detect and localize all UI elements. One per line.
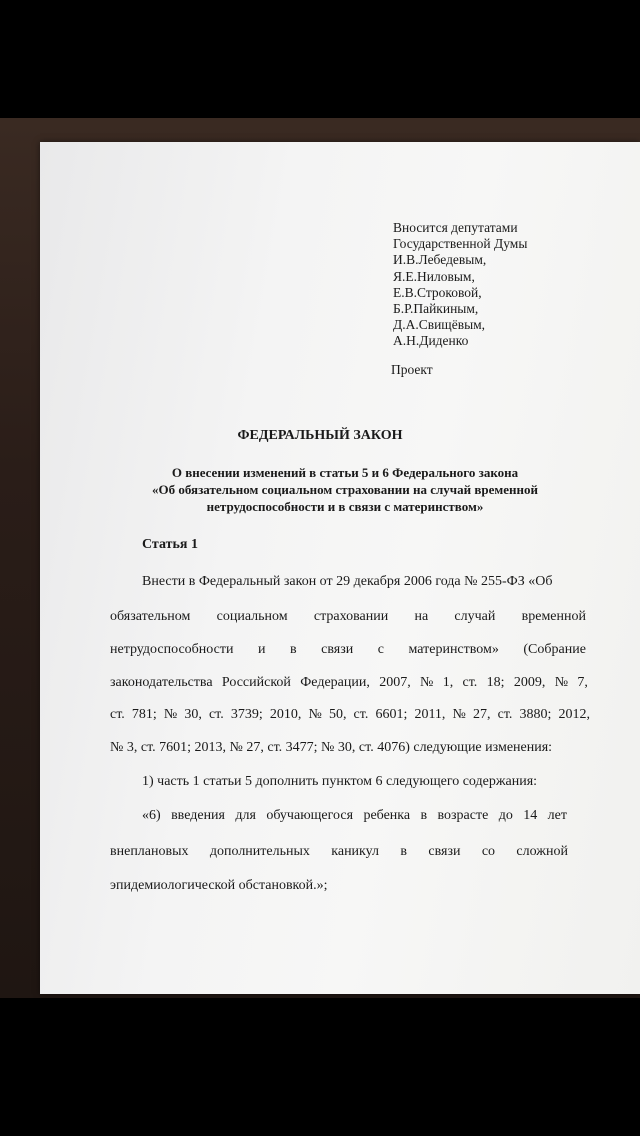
body-word: 18; xyxy=(486,675,505,690)
body-word: 2007, xyxy=(379,675,411,690)
body-word: сложной xyxy=(516,844,568,859)
body-word: материнством» xyxy=(408,642,499,657)
body-word: временной xyxy=(521,609,586,624)
article-heading: Статья 1 xyxy=(142,537,198,552)
body-word: № xyxy=(308,707,322,722)
body-word: введения xyxy=(171,808,225,823)
body-word: на xyxy=(414,609,429,624)
body-word: 1, xyxy=(442,675,454,690)
body-word: дополнительных xyxy=(209,844,310,859)
body-word: внеплановых xyxy=(110,844,189,859)
body-word: ст. xyxy=(497,707,513,722)
body-word: № xyxy=(420,675,434,690)
body-word: 3880; xyxy=(519,707,552,722)
body-word: 2010, xyxy=(269,707,302,722)
body-word: возрасте xyxy=(437,808,489,823)
body-word: 50, xyxy=(328,707,347,722)
body-word: с xyxy=(377,642,384,657)
law-subtitle xyxy=(110,464,580,515)
body-word: ст. xyxy=(353,707,369,722)
body-word: для xyxy=(235,808,256,823)
body-word: связи xyxy=(321,642,354,657)
body-line-9 xyxy=(110,844,568,860)
body-word: до xyxy=(498,808,513,823)
sponsors-block xyxy=(393,220,527,350)
body-word: № xyxy=(452,707,466,722)
document-page xyxy=(40,142,640,994)
body-line-8 xyxy=(142,808,567,824)
body-word: обязательном xyxy=(110,609,191,624)
body-word: связи xyxy=(428,844,461,859)
body-word: ребенка xyxy=(363,808,411,823)
body-word: 30, xyxy=(184,707,202,722)
project-label: Проект xyxy=(391,362,433,377)
body-line-5 xyxy=(110,707,590,723)
body-word: «6) xyxy=(142,808,161,823)
law-title: ФЕДЕРАЛЬНЫЙ ЗАКОН xyxy=(237,428,403,443)
body-word: 2011, xyxy=(414,707,446,722)
body-line-1: Внести в Федеральный закон от 29 декабря 2006 года № 255-ФЗ «Об xyxy=(142,574,553,589)
subtitle-line: О внесении изменений в статьи 5 и 6 Федерального закона xyxy=(171,465,519,480)
body-line-6: № 3, ст. 7601; 2013, № 27, ст. 3477; № 30, ст. 4076) следующие изменения: xyxy=(110,740,553,755)
body-word: 2009, xyxy=(513,675,546,690)
body-word: Федерации, xyxy=(300,675,370,690)
body-word: Российской xyxy=(221,675,291,690)
body-word: лет xyxy=(547,808,567,823)
body-word: каникул xyxy=(331,844,380,859)
body-word: со xyxy=(481,844,496,859)
body-line-2 xyxy=(110,609,586,625)
body-word: № xyxy=(554,675,569,690)
sponsor-line: Я.Е.Ниловым, xyxy=(393,268,475,284)
body-word: 27, xyxy=(473,707,491,722)
body-line-7: 1) часть 1 статьи 5 дополнить пунктом 6 следующего содержания: xyxy=(142,774,538,789)
body-word: 2012, xyxy=(558,707,590,722)
body-word: в xyxy=(420,808,428,823)
sponsor-line: И.В.Лебедевым, xyxy=(393,252,487,268)
body-word: (Собрание xyxy=(523,642,586,657)
subtitle-line: «Об обязательном социальном страховании на случай временной xyxy=(152,482,538,497)
subtitle-line: нетрудоспособности и в связи с материнством» xyxy=(206,499,484,514)
body-word: 7, xyxy=(577,675,588,690)
body-word: случай xyxy=(454,609,496,624)
body-line-10: эпидемиологической обстановкой.»; xyxy=(110,878,328,893)
sponsor-line: Е.В.Строковой, xyxy=(393,284,482,300)
body-word: ст. xyxy=(462,675,478,690)
body-word: ст. xyxy=(110,707,125,722)
body-word: нетрудоспособности xyxy=(110,642,234,657)
body-word: 14 xyxy=(523,808,538,823)
body-word: № xyxy=(163,707,178,722)
sponsor-line: Д.А.Свищёвым, xyxy=(393,317,486,333)
body-word: обучающегося xyxy=(266,808,354,823)
body-word: социальном xyxy=(216,609,288,624)
body-word: 6601; xyxy=(375,707,408,722)
body-line-3 xyxy=(110,642,586,658)
body-word: в xyxy=(400,844,408,859)
body-word: законодательства xyxy=(110,675,213,690)
body-word: ст. xyxy=(208,707,224,722)
body-word: в xyxy=(290,642,297,657)
sponsor-line: Вносится депутатами xyxy=(393,220,518,235)
body-word: 3739; xyxy=(230,707,263,722)
sponsor-line: Б.Р.Пайкиным, xyxy=(393,301,479,317)
body-line-4 xyxy=(110,675,588,691)
sponsor-line: Государственной Думы xyxy=(393,236,528,252)
sponsor-line: А.Н.Диденко xyxy=(393,333,469,349)
body-word: 781; xyxy=(131,707,157,722)
body-word: и xyxy=(257,642,266,657)
body-word: страховании xyxy=(313,609,389,624)
